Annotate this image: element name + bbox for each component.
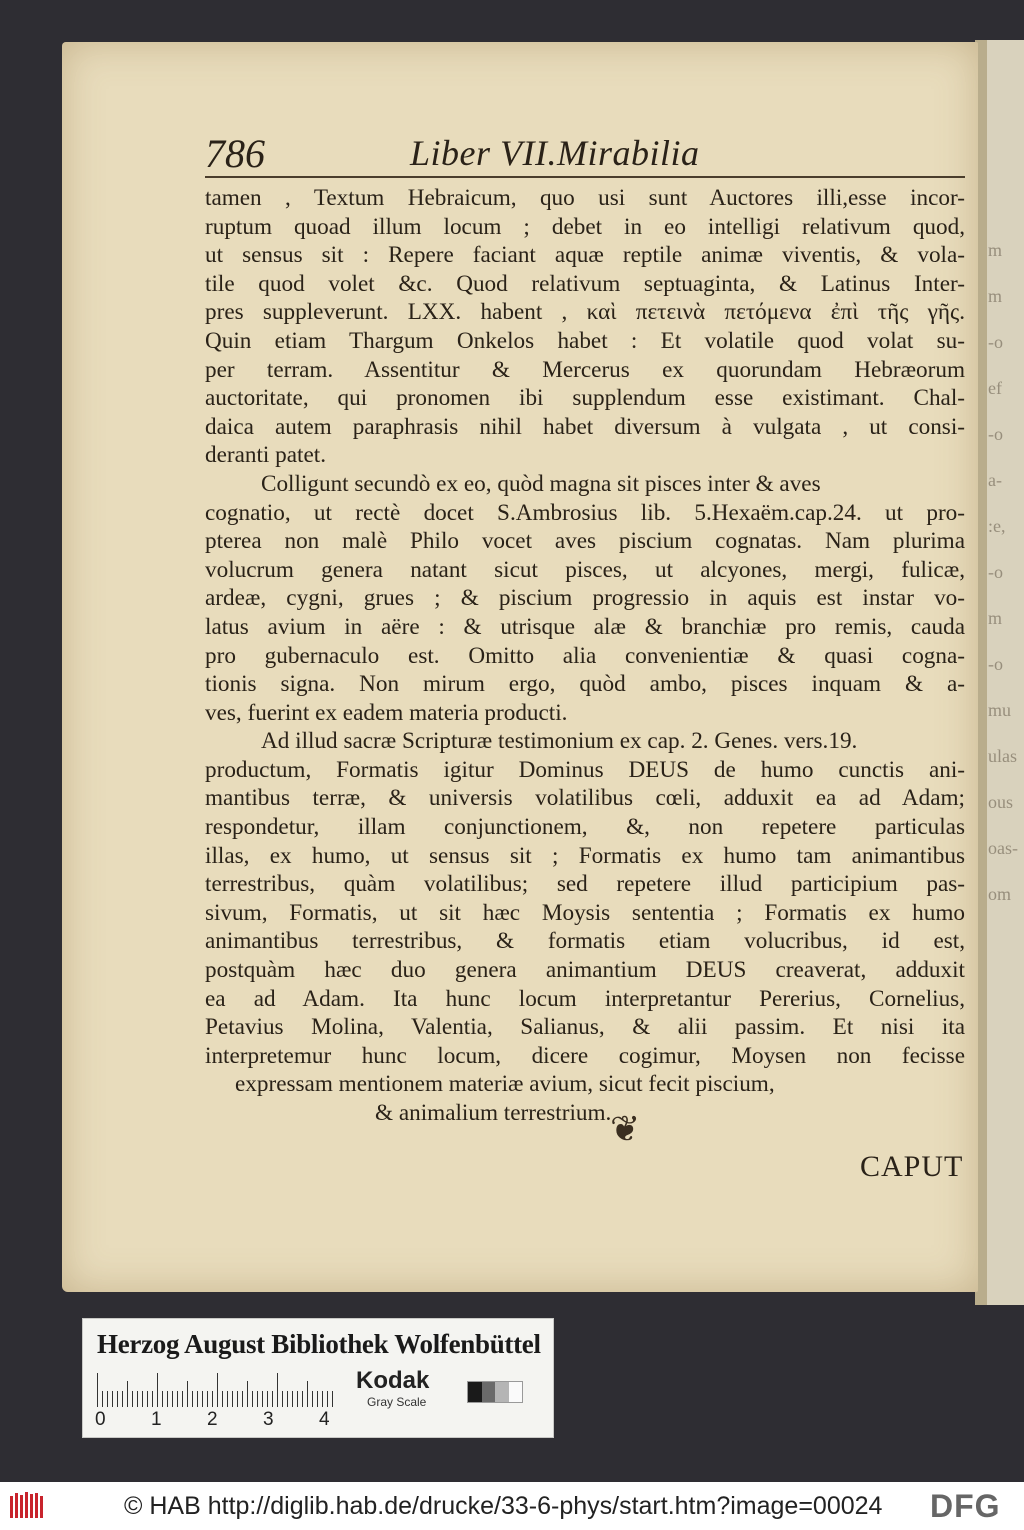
ruler-tick [322,1391,323,1407]
ruler-tick [182,1391,183,1407]
color-card [82,1318,554,1438]
ruler-tick [177,1391,178,1407]
body-text [205,184,965,1128]
text-line: & animalium terrestrium. [375,1100,612,1126]
ruler-tick [257,1391,258,1407]
text-line: mantibus terræ, & universis volatilibus cœli, adduxit ea ad Adam; [205,785,965,812]
ruler-tick [187,1381,188,1407]
text-line: tile quod volet &c. Quod relativum septuaginta, & Latinus Inter- [205,270,965,297]
ruler-tick [242,1391,243,1407]
ruler-tick [232,1391,233,1407]
ruler-tick [107,1391,108,1407]
text-line: ut sensus sit : Repere faciant aquæ reptile animæ viventis, & vola- [205,242,965,269]
running-head-title: Liber VII.Mirabilia [410,133,700,173]
ruler-tick [102,1391,103,1407]
ruler-tick [117,1391,118,1407]
text-line: expressam mentionem materiæ avium, sicut fecit piscium, [235,1071,775,1098]
text-line: Ad illud sacræ Scripturæ testimonium ex cap. 2. Genes. vers.19. [261,728,858,755]
ruler-tick [202,1391,203,1407]
ruler-tick [197,1391,198,1407]
text-line: deranti patet. [205,442,327,469]
ruler-tick [127,1381,128,1407]
ruler-tick [307,1381,308,1407]
ruler-tick [207,1391,208,1407]
ruler-tick [262,1391,263,1407]
ruler-tick [162,1391,163,1407]
ruler-tick [287,1391,288,1407]
ruler-tick [327,1391,328,1407]
ruler-tick [237,1391,238,1407]
text-line: sivum, Formatis, ut sit hæc Moysis sententia ; Formatis ex humo [205,899,965,926]
ruler-tick [112,1391,113,1407]
gray-swatches [467,1381,523,1403]
ruler-tick [132,1391,133,1407]
text-line: tionis signa. Non mirum ergo, quòd ambo, pisces inquam & a- [205,671,965,698]
text-line: ea ad Adam. Ita hunc locum interpretantur Pererius, Cornelius, [205,985,965,1012]
ruler-tick [297,1391,298,1407]
ruler-digit: 3 [263,1409,274,1430]
text-line: ardeæ, cygni, grues ; & piscium progressio in aquis est instar vo- [205,585,965,612]
ruler-tick [147,1391,148,1407]
ruler-tick [172,1391,173,1407]
ruler-tick [332,1391,333,1407]
ruler-tick [302,1391,303,1407]
text-line: illas, ex humo, ut sensus sit ; Formatis ex humo tam animantibus [205,842,965,869]
ruler-tick [122,1391,123,1407]
ruler-digit: 1 [151,1409,162,1430]
ruler-tick [252,1391,253,1407]
ruler-digit: 2 [207,1409,218,1430]
text-line: ruptum quoad illum locum ; debet in eo intelligi relativum quod, [205,213,965,240]
library-name: Herzog August Bibliothek Wolfenbüttel [97,1329,541,1359]
text-line: volucrum genera natant sicut pisces, ut alcyones, mergi, fulicæ, [205,556,965,583]
ruler-tick [312,1391,313,1407]
text-line: cognatio, ut rectè docet S.Ambrosius lib. 5.Hexaëm.cap.24. ut pro- [205,499,965,526]
fleuron-icon: ❦ [610,1109,641,1149]
ruler-tick [212,1391,213,1407]
ruler-tick [97,1373,98,1407]
ruler-tick [192,1391,193,1407]
text-line: pterea non malè Philo vocet aves piscium cognatas. Nam plurima [205,528,965,555]
scale-ruler [95,1373,335,1407]
ruler-tick [167,1391,168,1407]
text-line: ves, fuerint ex eadem materia producti. [205,699,568,726]
ruler-tick [142,1391,143,1407]
ruler-tick [282,1391,283,1407]
ruler-tick [272,1391,273,1407]
ruler-digit: 4 [319,1409,330,1430]
text-line: auctoritate, qui pronomen ibi supplendum esse existimant. Chal- [205,385,965,412]
kodak-logo: Kodak [356,1367,430,1394]
text-line: pro gubernaculo est. Omitto alia convenientiæ & quasi cogna- [205,642,965,669]
ruler-tick [267,1391,268,1407]
dfg-logo: DFG [930,1488,1001,1524]
catchword: CAPUT [860,1150,964,1183]
text-line: respondetur, illam conjunctionem, &, non repetere particulas [205,814,965,841]
ruler-digit: 0 [95,1409,106,1430]
ruler-tick [317,1391,318,1407]
footer-bar [0,1482,1024,1530]
ruler-tick [217,1373,218,1407]
hab-logo-icon [8,1490,48,1522]
ruler-tick [157,1373,158,1407]
text-line: latus avium in aëre : & utrisque alæ & branchiæ pro remis, cauda [205,613,965,640]
ruler-tick [292,1391,293,1407]
text-line: animantibus terrestribus, & formatis etiam volucribus, id est, [205,928,965,955]
ruler-tick [137,1391,138,1407]
gray-scale-label: Gray Scale [367,1395,427,1409]
text-line: tamen , Textum Hebraicum, quo usi sunt Auctores illi,esse incor- [205,185,965,211]
show-through-text: m m -o ef -o a- :e, -o m -o mu ulas ous oas- om [988,240,1018,904]
ruler-tick [277,1373,278,1407]
text-line: productum, Formatis igitur Dominus DEUS de humo cunctis ani- [205,756,965,783]
text-line: terrestribus, quàm volatilibus; sed repetere illud participium pas- [205,871,965,898]
copyright-url-link[interactable]: © HAB http://diglib.hab.de/drucke/33-6-phys/start.htm?image=00024 [124,1492,883,1520]
ruler-tick [247,1381,248,1407]
text-line: pres suppleverunt. LXX. habent , καὶ πετεινὰ πετόμενα ἐπὶ τῆς γῆς. [205,299,965,326]
text-line: Quin etiam Thargum Onkelos habet : Et volatile quod volat su- [205,327,965,354]
ruler-tick [227,1391,228,1407]
head-rule [205,176,965,178]
text-line: Colligunt secundò ex eo, quòd magna sit pisces inter & aves [261,470,821,497]
text-line: interpretemur hunc locum, dicere cogimur, Moysen non fecisse [205,1042,965,1069]
ruler-tick [222,1391,223,1407]
text-line: postquàm hæc duo genera animantium DEUS creaverat, adduxit [205,957,965,984]
text-line: Petavius Molina, Valentia, Salianus, & alii passim. Et nisi ita [205,1014,965,1041]
page-number: 786 [205,131,265,176]
running-head [0,130,1024,174]
text-line: daica autem paraphrasis nihil habet diversum à vulgata , ut consi- [205,413,965,440]
text-line: per terram. Assentitur & Mercerus ex quorundam Hebræorum [205,356,965,383]
ruler-tick [152,1391,153,1407]
